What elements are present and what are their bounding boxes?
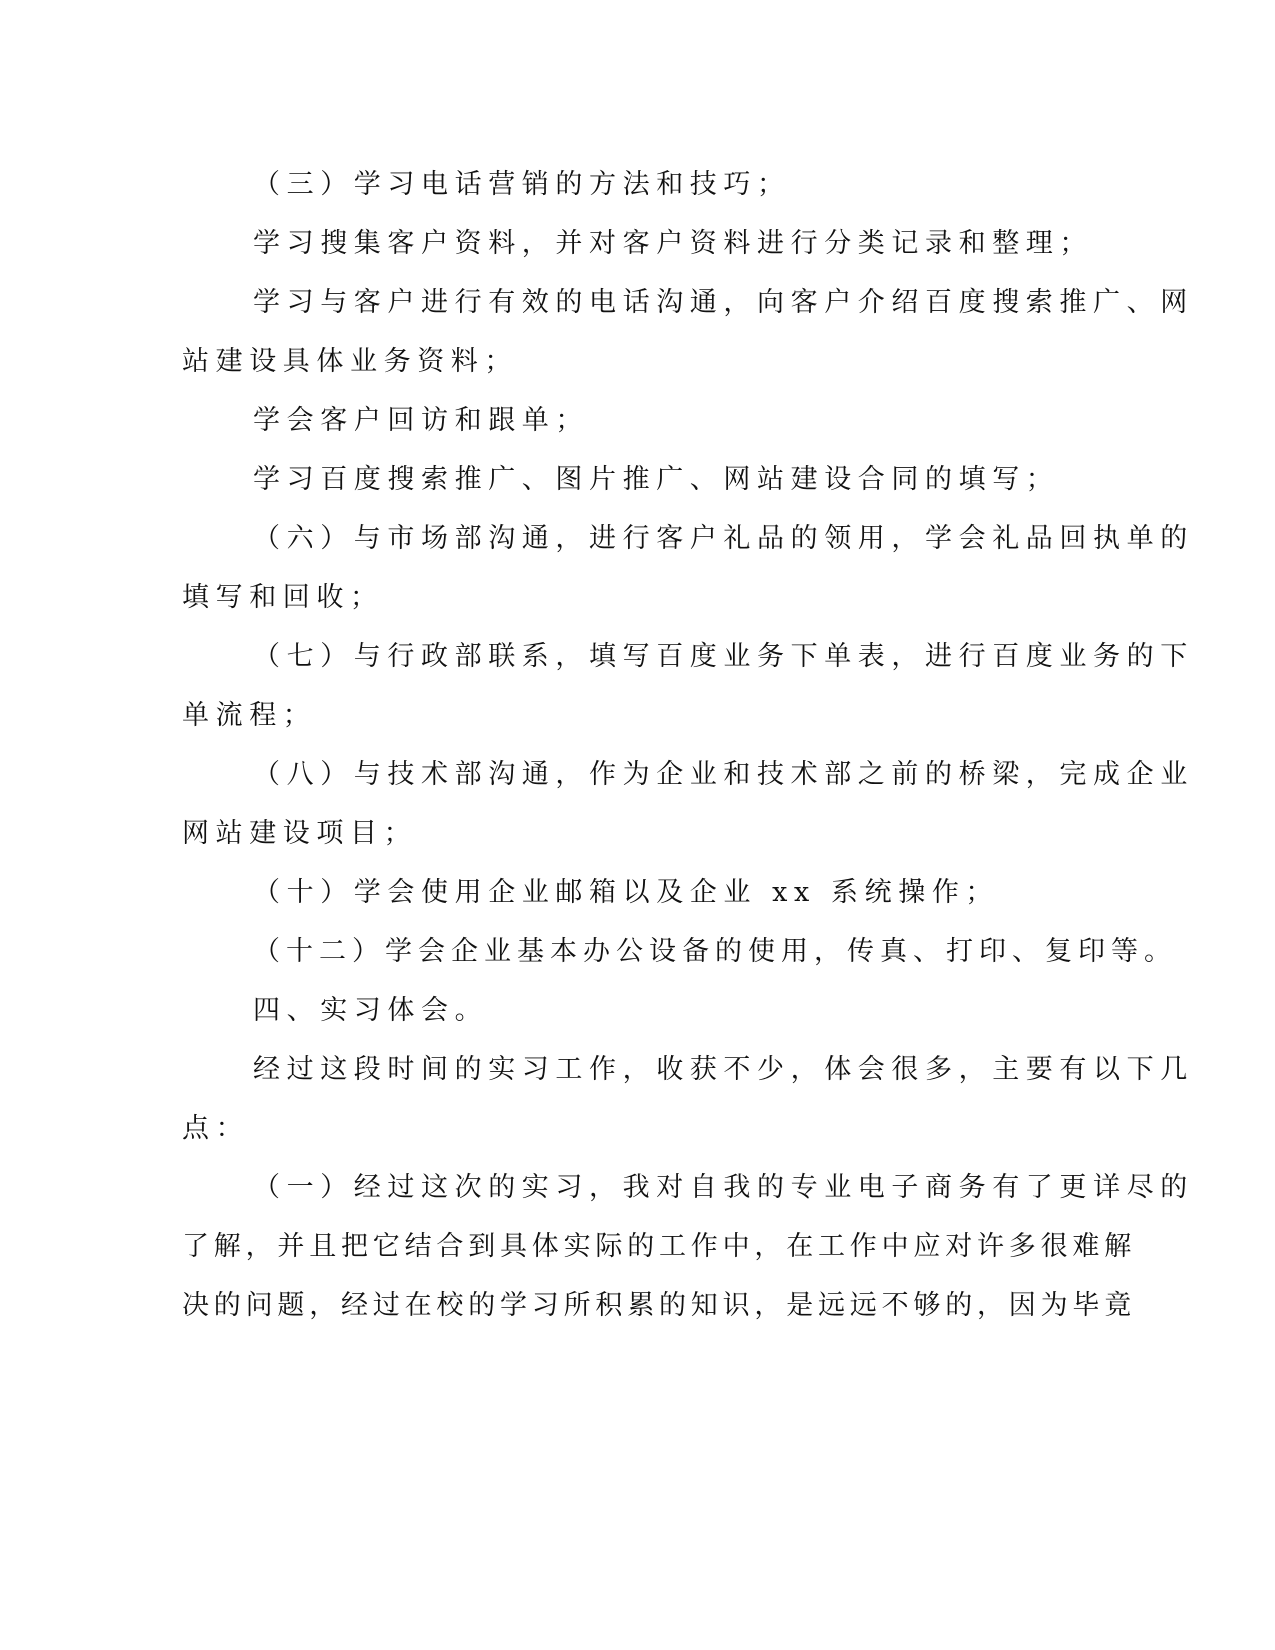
paragraph-line: 填写和回收；	[182, 582, 384, 613]
paragraph-line: 站建设具体业务资料；	[182, 346, 518, 377]
paragraph-line: 单流程；	[182, 700, 317, 731]
paragraph-line: 经过这段时间的实习工作，收获不少，体会很多，主要有以下几	[253, 1054, 1194, 1085]
section-heading: 四、实习体会。	[253, 995, 489, 1026]
paragraph-line: 点：	[182, 1113, 250, 1144]
paragraph-line: 学会客户回访和跟单；	[253, 405, 589, 436]
paragraph-line: 学习百度搜索推广、图片推广、网站建设合同的填写；	[253, 464, 1060, 495]
document-body	[182, 155, 1194, 1335]
paragraph-line: （六）与市场部沟通，进行客户礼品的领用，学会礼品回执单的	[253, 523, 1194, 554]
paragraph-line: 了解，并且把它结合到具体实际的工作中，在工作中应对许多很难解	[182, 1231, 1136, 1262]
paragraph-line: （三）学习电话营销的方法和技巧；	[253, 169, 791, 200]
paragraph-line: 学习搜集客户资料，并对客户资料进行分类记录和整理；	[253, 228, 1093, 259]
paragraph-line: （一）经过这次的实习，我对自我的专业电子商务有了更详尽的	[253, 1172, 1194, 1203]
paragraph-line: （十）学会使用企业邮箱以及企业 xx 系统操作；	[253, 877, 1000, 908]
paragraph-line: 学习与客户进行有效的电话沟通，向客户介绍百度搜索推广、网	[253, 287, 1194, 318]
paragraph-line: （十二）学会企业基本办公设备的使用，传真、打印、复印等。	[253, 936, 1177, 967]
paragraph-line: 决的问题，经过在校的学习所积累的知识，是远远不够的，因为毕竟	[182, 1290, 1136, 1321]
paragraph-line: 网站建设项目；	[182, 818, 418, 849]
paragraph-line: （七）与行政部联系，填写百度业务下单表，进行百度业务的下	[253, 641, 1194, 672]
paragraph-line: （八）与技术部沟通，作为企业和技术部之前的桥梁，完成企业	[253, 759, 1194, 790]
